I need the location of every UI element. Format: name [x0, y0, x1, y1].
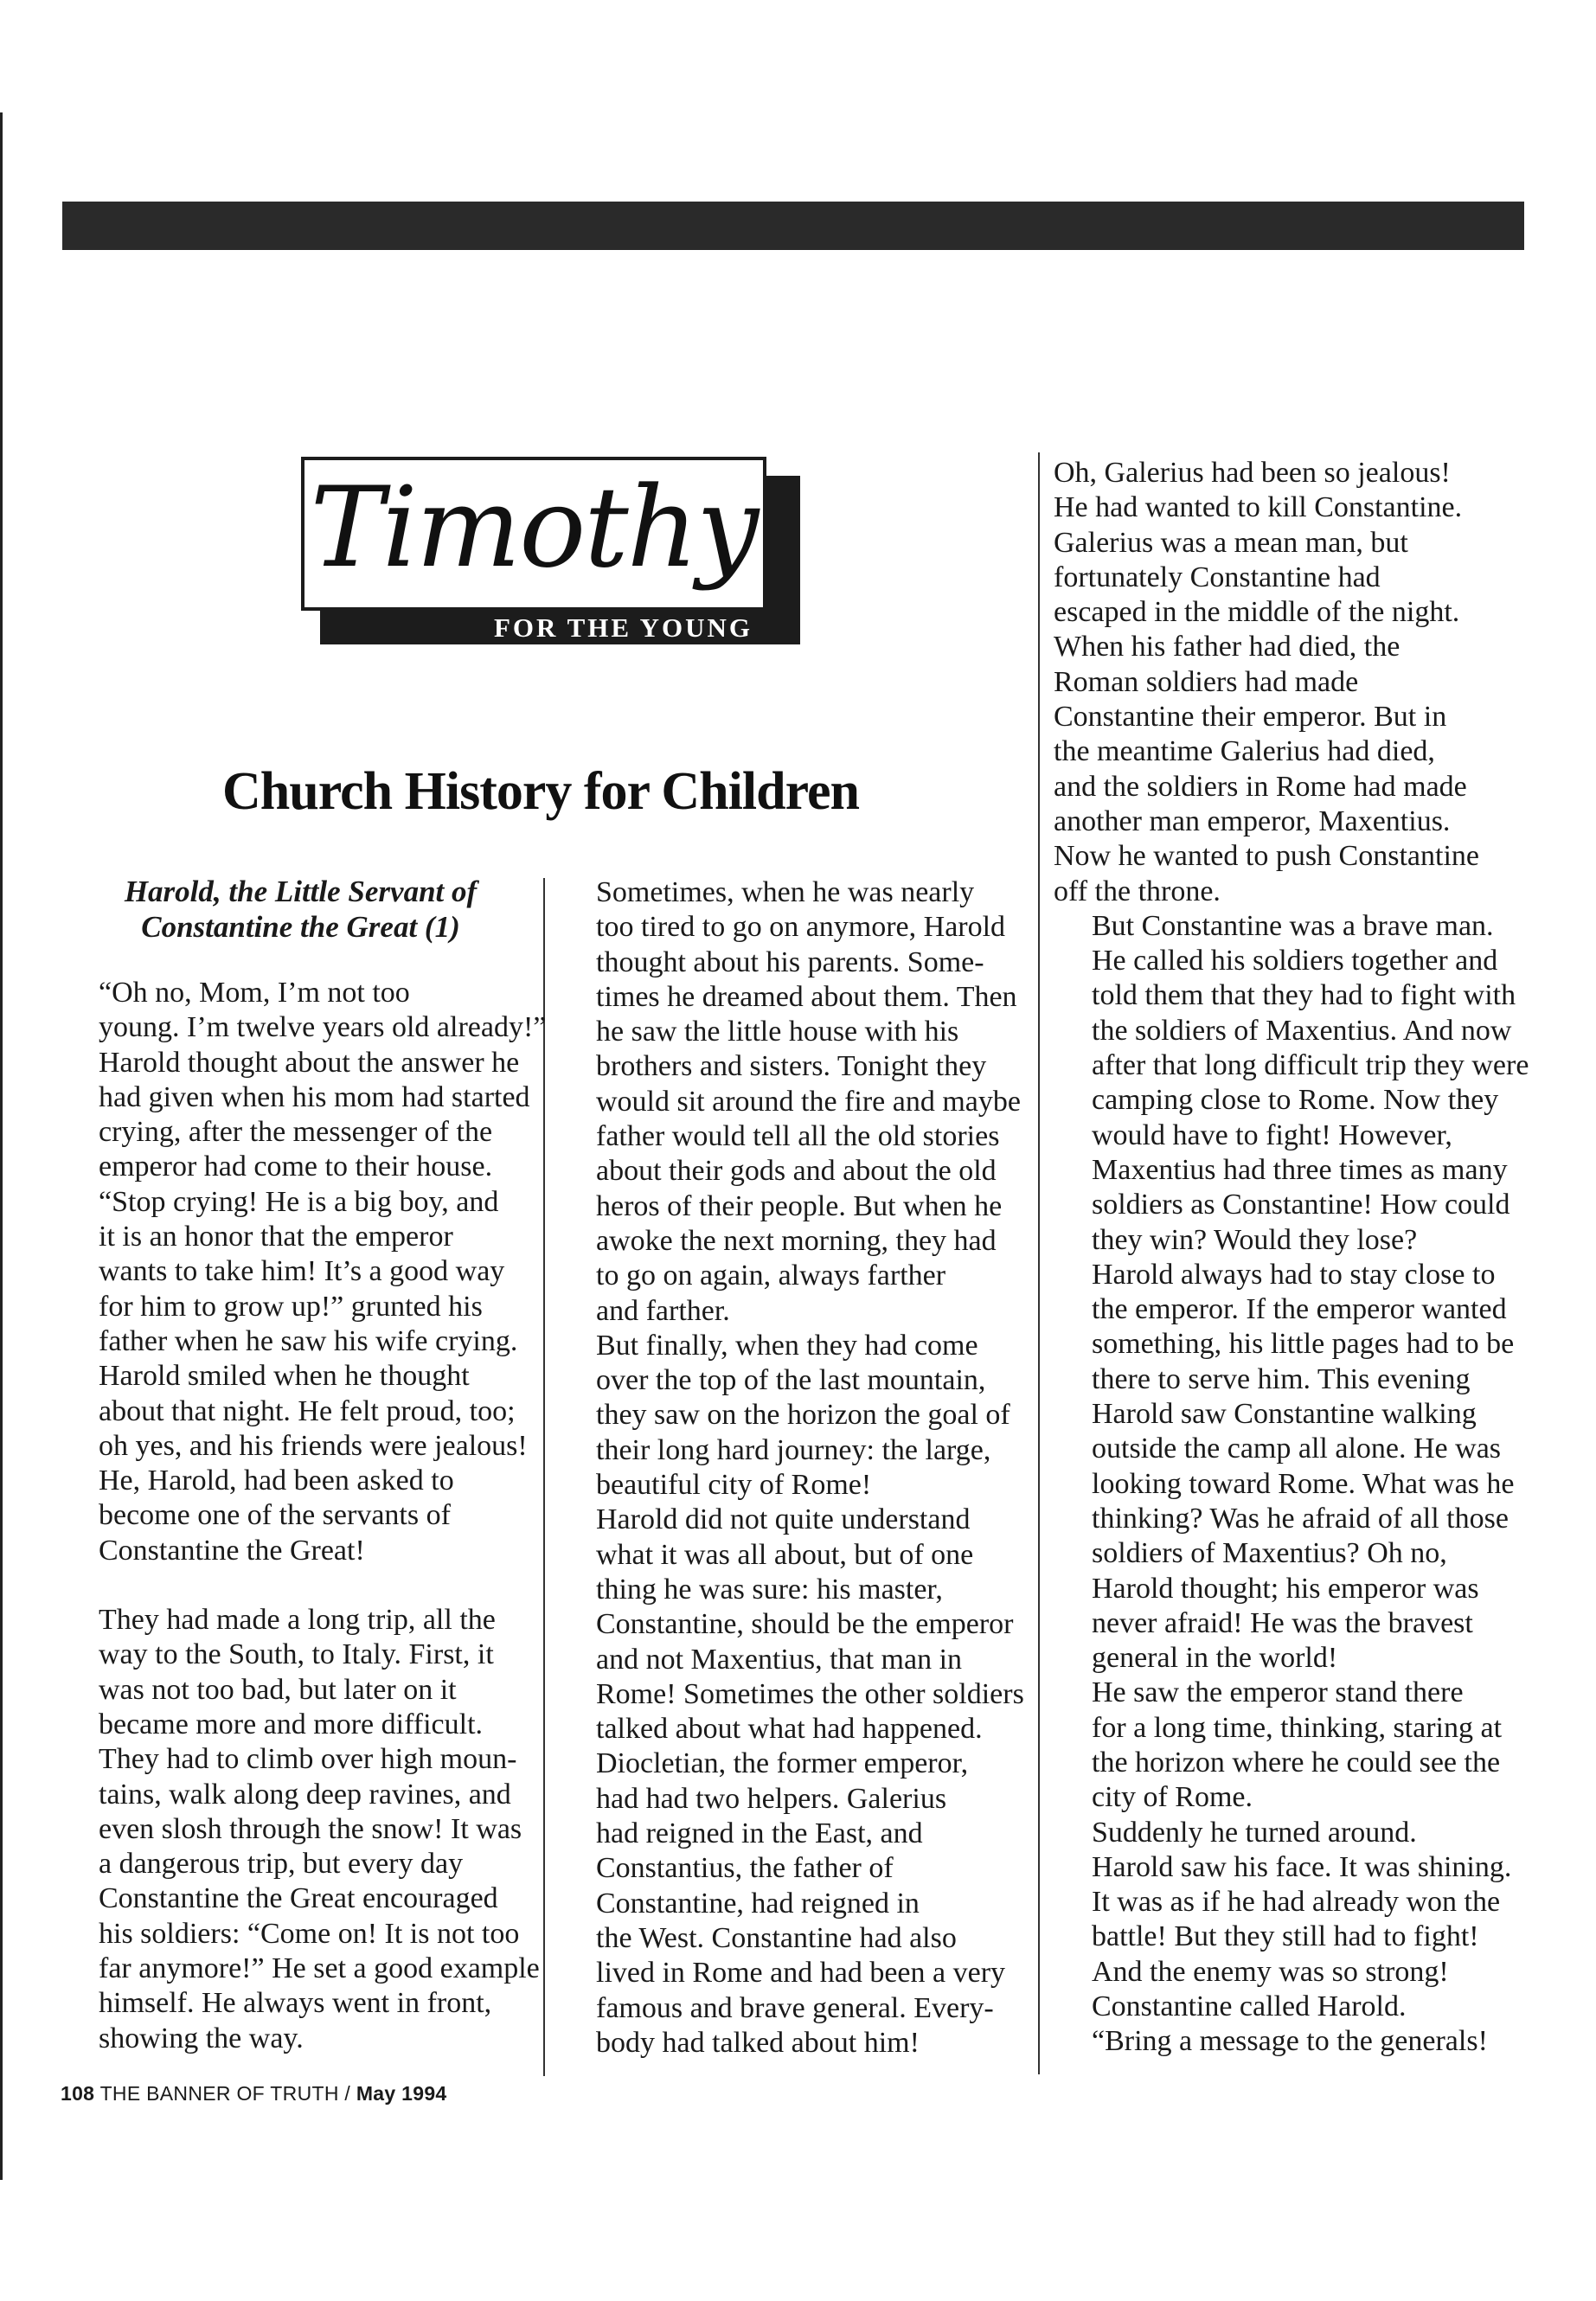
text-line: But Constantine was a brave man.: [1092, 909, 1494, 942]
text-line: Constantine called Harold.: [1092, 1990, 1407, 2023]
text-line: father would tell all the old stories: [596, 1120, 1000, 1153]
text-line: tains, walk along deep ravines, and: [99, 1778, 511, 1811]
text-line: way to the South, to Italy. First, it: [99, 1638, 494, 1671]
text-line: had had two helpers. Galerius: [596, 1782, 947, 1815]
text-line: there to serve him. This evening: [1092, 1362, 1471, 1395]
text-line: talked about what had happened.: [596, 1713, 983, 1746]
text-line: oh yes, and his friends were jealous!: [99, 1429, 528, 1462]
text-line: Maxentius had three times as many: [1092, 1153, 1508, 1186]
text-column-1: [61, 976, 545, 2056]
text-line: “Stop crying! He is a big boy, and: [99, 1185, 499, 1218]
text-line: and not Maxentius, that man in: [596, 1643, 963, 1676]
paragraph: [61, 1185, 545, 1359]
text-line: over the top of the last mountain,: [596, 1364, 986, 1397]
text-column-2: [558, 875, 1042, 2061]
story-title-line: Harold, the Little Servant of: [124, 875, 478, 908]
text-line: he saw the little house with his: [596, 1016, 959, 1048]
text-line: city of Rome.: [1092, 1781, 1253, 1814]
text-line: emperor had come to their house.: [99, 1150, 493, 1183]
text-line: Harold saw Constantine walking: [1092, 1398, 1477, 1431]
text-line: too tired to go on anymore, Harold: [596, 911, 1006, 944]
text-line: When his father had died, the: [1054, 631, 1401, 663]
text-line: the emperor. If the emperor wanted: [1092, 1293, 1507, 1326]
text-line: outside the camp all alone. He was: [1092, 1433, 1502, 1465]
text-line: what it was all about, but of one: [596, 1538, 974, 1571]
text-line: become one of the servants of: [99, 1499, 451, 1532]
page-footer: [61, 2082, 580, 2106]
text-line: after that long difficult trip they were: [1092, 1049, 1529, 1082]
text-line: thing he was sure: his master,: [596, 1573, 943, 1606]
text-line: soldiers of Maxentius? Oh no,: [1092, 1537, 1447, 1570]
text-line: thinking? Was he afraid of all those: [1092, 1502, 1509, 1535]
text-line: Roman soldiers had made: [1054, 665, 1359, 698]
text-line: fortunately Constantine had: [1054, 561, 1381, 593]
paragraph: [61, 976, 545, 1185]
story-title: [61, 874, 541, 945]
text-line: another man emperor, Maxentius.: [1054, 804, 1451, 837]
text-line: Harold did not quite understand: [596, 1503, 971, 1536]
text-line: was not too bad, but later on it: [99, 1673, 457, 1706]
text-line: they win? Would they lose?: [1092, 1223, 1418, 1256]
paragraph: [1054, 1676, 1538, 1815]
text-line: soldiers as Constantine! How could: [1092, 1189, 1510, 1221]
text-line: showing the way.: [99, 2022, 304, 2054]
text-line: had reigned in the East, and: [596, 1817, 923, 1850]
text-line: But finally, when they had come: [596, 1329, 978, 1362]
text-line: lived in Rome and had been a very: [596, 1957, 1006, 1990]
text-line: something, his little pages had to be: [1092, 1328, 1515, 1361]
text-line: They had made a long trip, all the: [99, 1604, 496, 1637]
text-line: about their gods and about the old: [596, 1155, 997, 1188]
text-line: He saw the emperor stand there: [1092, 1676, 1464, 1709]
text-line: times he dreamed about them. Then: [596, 980, 1017, 1013]
text-line: crying, after the messenger of the: [99, 1116, 493, 1149]
paragraph: [1054, 1990, 1538, 2060]
text-line: Harold saw his face. It was shining.: [1092, 1850, 1512, 1883]
text-line: He had wanted to kill Constantine.: [1054, 491, 1463, 524]
text-line: the horizon where he could see the: [1092, 1746, 1501, 1779]
text-line: general in the world!: [1092, 1642, 1338, 1675]
logo-title: Timothy: [310, 464, 758, 593]
paragraph: [558, 875, 1042, 1329]
page-headline: Church History for Children: [221, 762, 859, 821]
text-line: Rome! Sometimes the other soldiers: [596, 1677, 1024, 1710]
text-line: the meantime Galerius had died,: [1054, 735, 1435, 768]
text-line: Now he wanted to push Constantine: [1054, 840, 1479, 873]
header-bar: [62, 202, 1524, 250]
text-line: He called his soldiers together and: [1092, 945, 1498, 977]
paragraph: [1054, 456, 1538, 909]
issue-date: May 1994: [356, 2082, 447, 2105]
text-line: body had talked about him!: [596, 2026, 920, 2059]
text-line: escaped in the middle of the night.: [1054, 596, 1460, 629]
text-line: told them that they had to fight with: [1092, 979, 1516, 1012]
text-line: They had to climb over high moun-: [99, 1743, 517, 1776]
text-line: Constantine the Great!: [99, 1534, 365, 1567]
paragraph: [61, 1359, 545, 1568]
text-line: Diocletian, the former emperor,: [596, 1747, 969, 1780]
text-line: and farther.: [596, 1294, 730, 1327]
text-line: would have to fight! However,: [1092, 1118, 1452, 1151]
timothy-logo: [301, 457, 803, 649]
paragraph: [61, 1603, 545, 2056]
text-line: Oh, Galerius had been so jealous!: [1054, 457, 1451, 489]
text-line: Constantine, had reigned in: [596, 1887, 920, 1920]
logo-subtitle: FOR THE YOUNG: [493, 612, 753, 643]
text-line: wants to take him! It’s a good way: [99, 1255, 505, 1288]
text-line: Constantine their emperor. But in: [1054, 701, 1447, 734]
text-line: his soldiers: “Come on! It is not too: [99, 1917, 520, 1950]
text-line: Harold thought; his emperor was: [1092, 1572, 1479, 1605]
paragraph: [1054, 909, 1538, 1258]
text-line: “Bring a message to the generals!: [1092, 2025, 1488, 2058]
text-line: would sit around the fire and maybe: [596, 1085, 1021, 1118]
text-line: a dangerous trip, but every day: [99, 1848, 464, 1881]
page-left-edge: [0, 112, 3, 2180]
text-line: Constantius, the father of: [596, 1852, 894, 1885]
text-line: the soldiers of Maxentius. And now: [1092, 1014, 1512, 1047]
text-line: became more and more difficult.: [99, 1708, 484, 1740]
paragraph: [558, 1329, 1042, 1503]
text-line: Suddenly he turned around.: [1092, 1816, 1417, 1849]
text-line: Constantine the Great encouraged: [99, 1882, 498, 1915]
paragraph: [558, 1503, 1042, 2061]
text-line: even slosh through the snow! It was: [99, 1812, 522, 1845]
text-line: camping close to Rome. Now they: [1092, 1084, 1499, 1117]
text-column-3: [1054, 456, 1538, 2060]
text-line: He, Harold, had been asked to: [99, 1465, 454, 1497]
text-line: young. I’m twelve years old already!”: [99, 1011, 547, 1044]
text-line: father when he saw his wife crying.: [99, 1324, 518, 1357]
text-line: Harold thought about the answer he: [99, 1046, 520, 1079]
text-line: It was as if he had already won the: [1092, 1886, 1501, 1919]
text-line: awoke the next morning, they had: [596, 1224, 997, 1257]
text-line: and the soldiers in Rome had made: [1054, 770, 1467, 803]
text-line: to go on again, always farther: [596, 1259, 946, 1292]
text-line: had given when his mom had started: [99, 1080, 530, 1113]
text-line: the West. Constantine had also: [596, 1921, 957, 1954]
text-line: beautiful city of Rome!: [596, 1469, 872, 1502]
text-line: their long hard journey: the large,: [596, 1433, 991, 1466]
text-line: for a long time, thinking, staring at: [1092, 1711, 1503, 1744]
text-line: Constantine, should be the emperor: [596, 1608, 1014, 1641]
text-line: far anymore!” He set a good example: [99, 1952, 540, 1985]
paragraph: [1054, 1816, 1538, 1990]
text-line: “Oh no, Mom, I’m not too: [99, 977, 410, 1009]
text-line: never afraid! He was the bravest: [1092, 1606, 1473, 1639]
text-line: Harold smiled when he thought: [99, 1360, 470, 1393]
text-line: heros of their people. But when he: [596, 1189, 1003, 1222]
text-line: it is an honor that the emperor: [99, 1221, 453, 1253]
text-line: Harold always had to stay close to: [1092, 1258, 1496, 1291]
text-line: Galerius was a mean man, but: [1054, 526, 1408, 559]
text-line: off the throne.: [1054, 875, 1221, 907]
text-line: And the enemy was so strong!: [1092, 1955, 1449, 1988]
text-line: looking toward Rome. What was he: [1092, 1467, 1515, 1500]
text-line: thought about his parents. Some-: [596, 945, 984, 978]
text-line: famous and brave general. Every-: [596, 1991, 994, 2024]
text-line: brothers and sisters. Tonight they: [596, 1050, 987, 1083]
text-line: himself. He always went in front,: [99, 1987, 492, 2020]
paragraph: [1054, 1258, 1538, 1676]
text-line: for him to grow up!” grunted his: [99, 1290, 483, 1323]
page-number: 108: [61, 2082, 95, 2105]
text-line: they saw on the horizon the goal of: [596, 1399, 1010, 1432]
text-line: about that night. He felt proud, too;: [99, 1394, 516, 1427]
story-title-line: Constantine the Great (1): [141, 910, 460, 944]
publication-name: THE BANNER OF TRUTH /: [99, 2082, 351, 2105]
text-line: battle! But they still had to fight!: [1092, 1920, 1479, 1953]
text-line: Sometimes, when he was nearly: [596, 876, 975, 908]
